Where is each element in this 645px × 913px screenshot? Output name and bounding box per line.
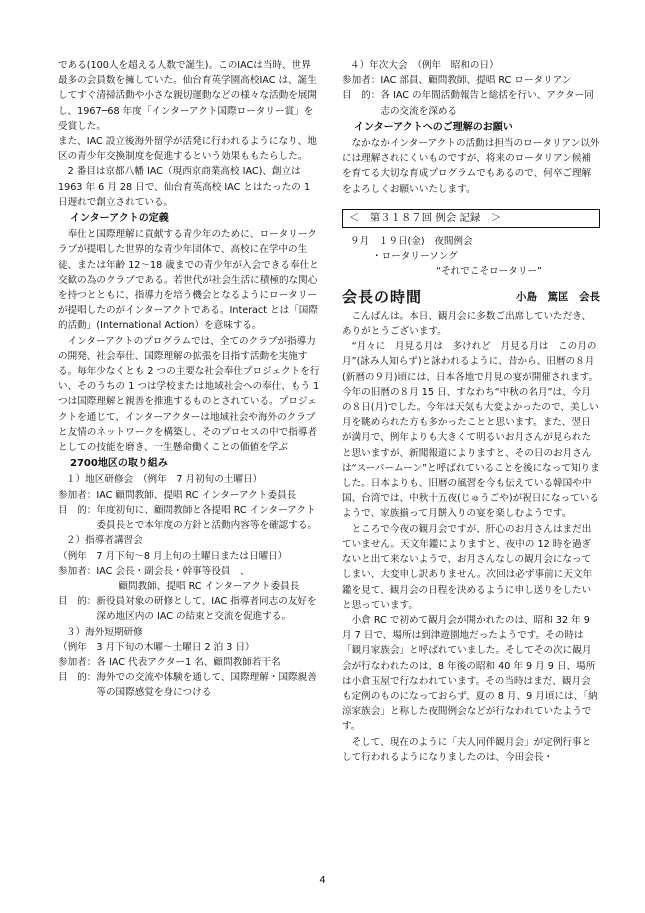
president-title: 会長の時間	[342, 287, 423, 306]
item-2-attendee-line-1: IAC 会長・副会長・幹事等役員 、	[96, 565, 250, 577]
page-number: 4	[319, 875, 326, 886]
item-4-purpose-label: 目 的：	[342, 90, 381, 102]
item-3-attendees-row	[58, 655, 320, 670]
item-1-attendees-row	[58, 488, 320, 503]
item-2	[58, 533, 320, 624]
president-para-1: こんばんは。本日、観月会に多数ご出席していただき、ありがとうございます。	[342, 310, 592, 338]
district-heading: 2700地区の取り組み	[70, 458, 168, 470]
item-2-attendees	[96, 564, 320, 594]
left-column	[58, 58, 320, 701]
item-1-purpose: 年度初旬に、顧問教師と各提唱 RC インターアクト委員長とで本年度の方針と活動内容等を確認する。	[96, 504, 318, 532]
intro-para-2: また、IAC 設立後海外留学が活発に行われるようになり、地区の青少年交換制度を促進するという効果ももたらした。	[58, 136, 317, 163]
item-1-purpose-row	[58, 503, 320, 533]
meeting-song-title: “それでこそロータリー”	[436, 266, 542, 278]
item-4-attendees-label: 参加者：	[342, 75, 381, 87]
item-4-title: ４）年次大会 （例年 昭和の日）	[350, 60, 499, 71]
item-2-purpose-row	[58, 594, 320, 624]
item-3-purpose-row	[58, 670, 320, 700]
president-para-4: 小倉 RC で初めて観月会が開かれたのは、昭和 32 年 9 月 7 日で、場所は到津遊園地だったようです。その時は「観月家族会」と呼ばれていました。そしてその次に観月会が行なわれたのは、8 年後の昭和 40 年 9 月 9 日、場所は小倉玉屋で行なわれています。その当時はまだ、観月会も定例のものになっておらず、夏の 8 月、9 月頃には、「納涼家族会」と称した夜間例会などが行なわれていたようです。	[342, 614, 598, 733]
item-3	[58, 625, 320, 701]
intro-para-3: 2 番目は京都八幡 IAC（現西京商業高校 IAC)、創立は 1963 年 6 月 28 日で、仙台育英高校 IAC とはたったの 1 日遅れで創立されている。	[58, 166, 311, 208]
item-4-attendees: IAC 部員、顧問教師、提唱 RC ロータリアン	[380, 75, 572, 87]
definition-para-1: 奉仕と国際理解に貢献する青少年のために、ロータリークラブが提唱した世界的な青少年団体で、高校に在学中の生徒、または年齢 12～18 歳までの青少年が入会できる奉仕と交歓の為のクラブである。若世代が社会生活に積極的な関心を持つとともに、指導力を培う機会となるようにロータリーが提唱したのがインターアクトである。Interact とは「国際的活動」(International Action）を意味する。	[58, 229, 319, 332]
item-1-title: １）地区研修会 （例年 7 月初旬の土曜日）	[66, 474, 263, 486]
item-2-attendees-label: 参加者：	[58, 565, 97, 577]
item-4-purpose: 各 IAC の年間活動報告と総括を行い、アクター同志の交流を深める	[380, 90, 594, 117]
item-1-attendees-label: 参加者：	[58, 489, 97, 501]
right-column	[342, 58, 600, 765]
item-3-purpose-label: 目 的：	[58, 672, 97, 684]
request-heading: インターアクトへのご理解のお願い	[354, 121, 513, 133]
item-3-subtitle: （例年 3 月下旬の木曜～土曜日 2 泊 3 日）	[58, 641, 255, 653]
item-2-attendee-line-2: 顧問教師、提唱 RC インターアクト委員長	[118, 580, 300, 592]
item-2-attendees-row	[58, 564, 320, 594]
meeting-record-box: ＜ 第３１８７回 例会 記録 ＞	[342, 209, 600, 228]
item-3-attendees-label: 参加者：	[58, 656, 97, 668]
president-name: 小島 篤匡 会長	[516, 290, 600, 303]
item-2-purpose: 新役員対象の研修として、IAC 指導者同志の友好を深め地区内の IAC の結束と交流を促進する。	[96, 596, 317, 623]
item-1-purpose-label: 目 的：	[58, 504, 97, 516]
item-1-attendees: IAC 顧問教師、提唱 RC インターアクト委員長	[96, 489, 297, 501]
item-1	[58, 472, 320, 533]
president-para-2: “月々に 月見る月は 多けれど 月見る月は この月の月”(詠み人知らず)と詠われるように、昔から、旧暦の８月(新暦の９月)頃には、日本各地で月見の宴が開催されます。今年の旧暦の８月 15 日、すなわち“中秋の名月”は、今月の８日(月)でした。今年は天気も大変よかったので、美しい月を眺められた方も多かったことと思います。また、翌日が満月で、例年よりも大きくて明るいお月さんが見られたと思いますが、新聞報道によりますと、その日のお月さんは“スーパームーン”と呼ばれていることを後になって知りました。日本よりも、旧暦の風習を今も伝えている韓国や中国、台湾では、中秋十五夜(じゅうごや)が祝日になっているようで、家族揃って月餅入りの宴を楽しむようです。	[342, 341, 600, 520]
meeting-song: ・ロータリーソング	[372, 251, 458, 263]
item-4-purpose-row	[342, 88, 600, 118]
item-3-attendees: 各 IAC 代表アクター1 名、顧問教師若干名	[96, 656, 281, 668]
definition-heading: インターアクトの定義	[70, 213, 169, 225]
meeting-info	[342, 234, 600, 280]
item-4	[342, 58, 600, 119]
president-para-3: ところで今夜の観月会ですが、肝心のお月さんはまだ出ていません。天文年鑑によりますと、夜中の 12 時を過ぎないと出て来ないようで、お月さんなしの観月会になってしまい、大変申し訳ありません。次回は必ず事前に天文年鑑を見て、観月会の日程を決めるように申し送りをしたいと思っています。	[342, 523, 593, 611]
item-3-title: ３）海外短期研修	[66, 626, 143, 638]
meeting-date: ９月 １９日(金) 夜間例会	[350, 236, 473, 248]
request-para: なかなかインターアクトの活動は担当のロータリアン以外には理解されにくいものですが、将来のロータリアン候補を育てる大切な育成プログラムでもあるので、何卒ご理解をよろしくお願いいたします。	[342, 138, 600, 195]
item-2-purpose-label: 目 的：	[58, 596, 97, 608]
item-2-subtitle: （例年 7 月下旬～8 月上旬の土曜日または日曜日）	[58, 550, 288, 562]
item-3-purpose: 海外での交流や体験を通して、国際理解・国際親善等の国際感覚を身につける	[96, 672, 317, 699]
definition-para-2: インターアクトのプログラムでは、全てのクラブが指導力の開発、社会奉仕、国際理解の拡張を目指す活動を実施する。毎年少なくとも 2 つの主要な社会奉仕プロジェクトを行い、そのうちの 1 つは学校または地域社会への奉仕、もう 1 つは国際理解と親善を推進するものとされている。プロジェクトを通じて、インターアクターは地域社会や海外のクラブと友情のネットワークを構築し、そのプロセスの中で指導者としての技能を磨き、一生懸命働くことの価値を学ぶ	[58, 335, 320, 454]
item-4-attendees-row	[342, 73, 600, 88]
president-para-5: そして、現在のように「夫人同伴観月会」が定例行事として行われるようになりましたのは、今田会長・	[342, 736, 592, 763]
intro-para-1: である(100人を超える人数で誕生)。このIACは当時、世界最多の会員数を擁していた。仙台育英学園高校IAC は、誕生してすぐ清掃活動や小さな親切運動などの様々な活動を展開し、1967─68 年度「インターアクト国際ロータリー賞」を受賞した。	[58, 60, 318, 132]
president-header	[342, 287, 600, 306]
item-2-title: ２）指導者講習会	[66, 535, 143, 547]
